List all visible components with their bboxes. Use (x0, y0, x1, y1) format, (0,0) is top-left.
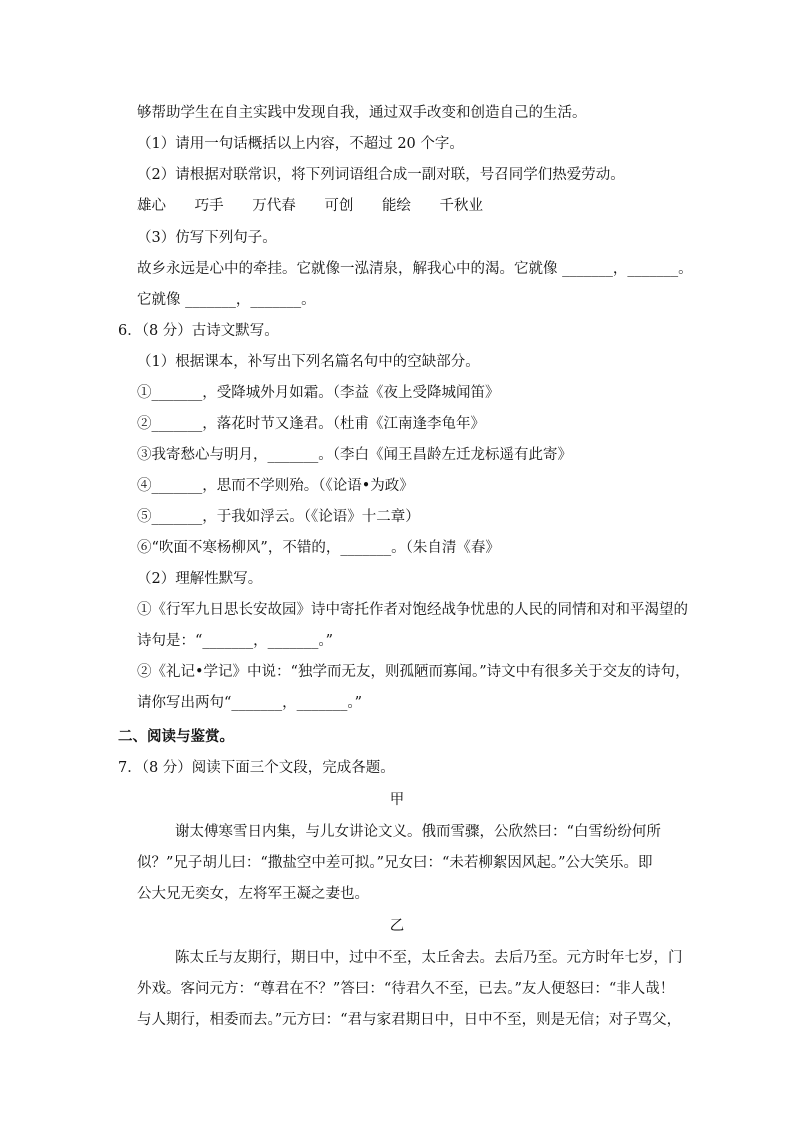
word-item: 千秋业 (439, 198, 484, 214)
poem-blank-1: ①_______，受降城外月如霜。（李益《夜上受降城闻笛》 (137, 385, 500, 401)
question-5-1: （1）请用一句话概括以上内容，不超过 20 个字。 (137, 136, 464, 152)
question-6-2: （2）理解性默写。 (137, 571, 263, 587)
passage-b-line: 外戏。客问元方：“尊君在不？”答曰：“待君久不至，已去。”友人便怒曰：“非人哉！ (137, 981, 675, 997)
understanding-2-cont: 请你写出两句“_______，_______。” (137, 695, 363, 711)
word-item: 巧手 (194, 198, 224, 214)
text-line: 够帮助学生在自主实践中发现自我，通过双手改变和创造自己的生活。 (137, 105, 587, 121)
poem-blank-2: ②_______，落花时节又逢君。（杜甫《江南逢李龟年》 (137, 416, 485, 432)
word-item: 万代春 (252, 198, 296, 214)
passage-heading-a: 甲 (389, 792, 405, 808)
word-item: 雄心 (137, 198, 166, 214)
question-6-title: 6．（8 分）古诗文默写。 (118, 323, 279, 339)
passage-a-line: 公大兄无奕女，左将军王凝之妻也。 (137, 886, 369, 902)
understanding-2: ②《礼记•学记》中说：“独学而无友，则孤陋而寡闻。”诗文中有很多关于交友的诗句， (137, 664, 690, 680)
question-5-3: （3）仿写下列句子。 (137, 230, 277, 246)
passage-a-line: 似？”兄子胡儿曰：“撒盐空中差可拟。”兄女曰：“未若柳絮因风起。”公大笑乐。即 (137, 855, 653, 871)
imitation-sentence-cont: 它就像 _______，_______。 (137, 292, 316, 308)
understanding-1: ①《行军九日思长安故园》诗中寄托作者对饱经战争忧患的人民的同情和对和平渴望的 (137, 602, 688, 618)
word-item: 可创 (324, 198, 354, 214)
poem-blank-5: ⑤_______，于我如浮云。（《论语》十二章） (137, 509, 420, 525)
passage-b-line: 与人期行，相委而去。”元方曰：“君与家君期日中，日中不至，则是无信；对子骂父， (137, 1012, 682, 1028)
understanding-1-cont: 诗句是：“_______，_______。” (137, 633, 334, 649)
imitation-sentence: 故乡永远是心中的牵挂。它就像一泓清泉，解我心中的渴。它就像 _______，_______。 (137, 261, 693, 277)
couplet-words (137, 196, 507, 216)
passage-b-line: 陈太丘与友期行，期日中，过中不至，太丘舍去。去后乃至。元方时年七岁，门 (175, 950, 683, 966)
poem-blank-3: ③我寄愁心与明月，_______。（李白《闻王昌龄左迁龙标遥有此寄》 (137, 447, 572, 463)
word-item: 能绘 (381, 198, 411, 214)
poem-blank-4: ④_______，思而不学则殆。（《论语•为政》 (137, 478, 414, 494)
question-7-title: 7．（8 分）阅读下面三个文段，完成各题。 (118, 760, 395, 776)
passage-heading-b: 乙 (389, 918, 405, 934)
poem-blank-6: ⑥“吹面不寒杨柳风”，不错的，_______。（朱自清《春》 (137, 540, 500, 556)
passage-a-line: 谢太傅寒雪日内集，与儿女讲论文义。俄而雪骤，公欣然曰：“白雪纷纷何所 (175, 824, 661, 840)
section-heading: 二、阅读与鉴赏。 (118, 728, 234, 745)
question-5-2: （2）请根据对联常识，将下列词语组合成一副对联，号召同学们热爱劳动。 (137, 167, 625, 183)
question-6-1: （1）根据课本，补写出下列名篇名句中的空缺部分。 (137, 354, 480, 370)
